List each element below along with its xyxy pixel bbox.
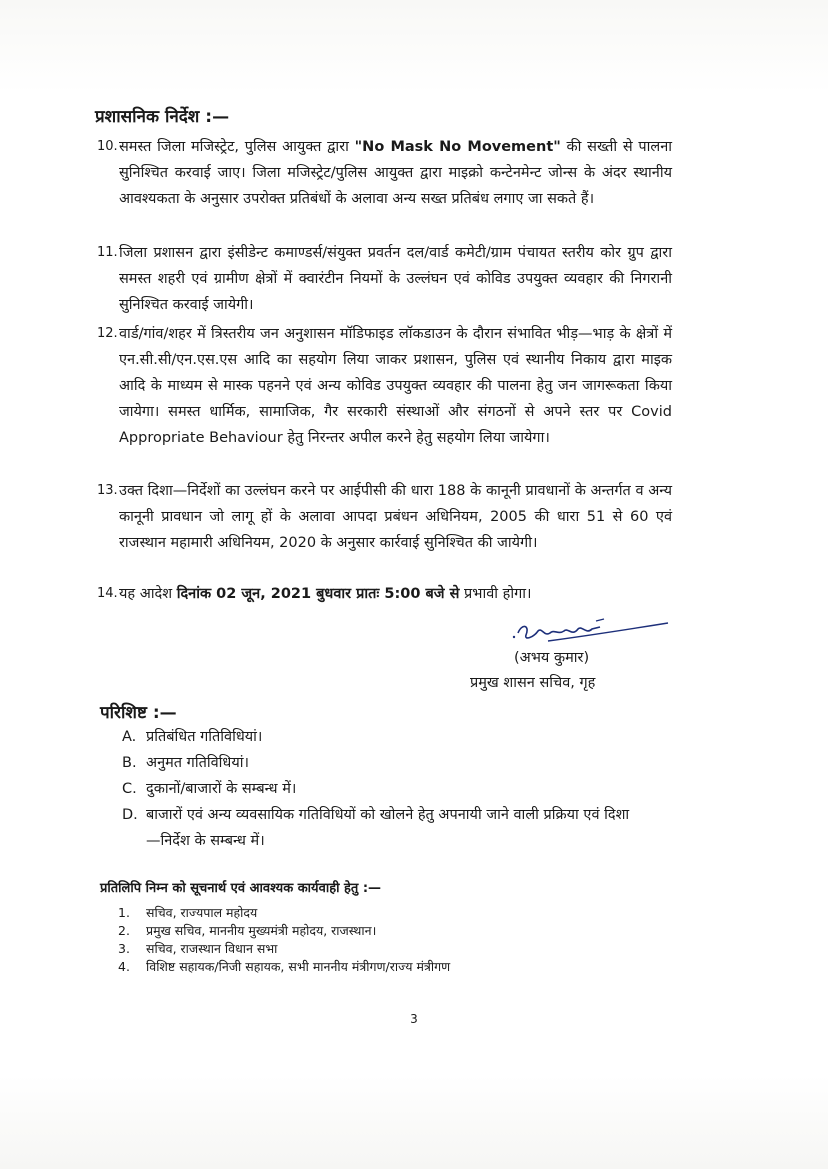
item-number: 11. [97,245,118,260]
annex-heading: परिशिष्ट :— [100,703,177,723]
item-number: 14. [97,586,118,601]
item-text: वार्ड/गांव/शहर में त्रिस्तरीय जन अनुशासन मॉडिफाइड लॉकडाउन के दौरान संभावित भीड़—भाड़ के क्षेत्रों में एन.सी.सी/एन.एस.एस आदि का सहयोग लिया जाकर प्रशासन, पुलिस एवं स्थानीय निकाय द्वारा माइक आदि के माध्यम से मास्क पहनने एवं अन्य कोविड उपयुक्त व्यवहार की पालना हेतु जन जागरूकता किया जायेगा। समस्त धार्मिक, सामाजिक, गैर सरकारी संस्थाओं और संगठनों से अपने स्तर पर Covid Appropriate Behaviour हेतु निरन्तर अपील करने हेतु सहयोग लिया जायेगा। [119,326,672,446]
copy-to-heading: प्रतिलिपि निम्न को सूचनार्थ एवं आवश्यक कार्यवाही हेतु :— [100,881,382,896]
copy-item-1: 1. सचिव, राज्यपाल महोदय [118,905,258,920]
copy-item-4: 4. विशिष्ट सहायक/निजी सहायक, सभी माननीय मंत्रीगण/राज्य मंत्रीगण [118,959,451,974]
item-number: 13. [97,483,118,498]
annex-item-b [122,750,662,776]
item-14 [97,581,672,607]
annex-letter: D. [122,807,138,823]
annex-text: प्रतिबंधित गतिविधियां। [146,729,263,745]
copy-item-3: 3. सचिव, राजस्थान विधान सभा [118,941,278,956]
annex-item-c [122,776,662,802]
annex-letter: B. [122,755,137,771]
item-12 [97,321,672,451]
signatory-name: (अभय कुमार) [514,650,590,666]
copy-item-2: 2. प्रमुख सचिव, माननीय मुख्यमंत्री महोदय, राजस्थान। [118,923,377,938]
annex-item-d [122,802,642,854]
annex-letter: C. [122,781,137,797]
annex-text: अनुमत गतिविधियां। [146,755,250,771]
annex-item-a [122,724,662,750]
item-13 [97,478,672,556]
item-number: 10. [97,139,118,154]
annex-text: बाजारों एवं अन्य व्यवसायिक गतिविधियों को खोलने हेतु अपनायी जाने वाली प्रक्रिया एवं दिशा—निर्देश के सम्बन्ध में। [146,807,630,849]
signatory-designation: प्रमुख शासन सचिव, गृह [470,675,596,691]
item-11 [97,240,672,318]
annex-text: दुकानों/बाजारों के सम्बन्ध में। [146,781,297,797]
annex-letter: A. [122,729,137,745]
signature-block [470,615,670,695]
page-number: 3 [410,1012,418,1026]
item-number: 12. [97,326,118,341]
admin-directions-heading: प्रशासनिक निर्देश :— [95,107,230,127]
item-text: उक्त दिशा—निर्देशों का उल्लंघन करने पर आईपीसी की धारा 188 के कानूनी प्रावधानों के अन्तर्गत व अन्य कानूनी प्रावधान जो लागू हों के अलावा आपदा प्रबंधन अधिनियम, 2005 की धारा 51 से 60 एवं राजस्थान महामारी अधिनियम, 2020 के अनुसार कार्रवाई सुनिश्चित की जायेगी। [119,483,672,551]
item-text: जिला प्रशासन द्वारा इंसीडेन्ट कमाण्डर्स/संयुक्त प्रवर्तन दल/वार्ड कमेटी/ग्राम पंचायत स्तरीय कोर ग्रुप द्वारा समस्त शहरी एवं ग्रामीण क्षेत्रों में क्वारंटीन नियमों के उल्लंघन एवं कोविड उपयुक्त व्यवहार की निगरानी सुनिश्चित करवाई जायेगी। [119,245,672,313]
item-10 [97,134,672,212]
item-text: समस्त जिला मजिस्ट्रेट, पुलिस आयुक्त द्वारा "No Mask No Movement" की सख्ती से पालना सुनिश्चित करवाई जाए। जिला मजिस्ट्रेट/पुलिस आयुक्त द्वारा माइक्रो कन्टेनमेन्ट जोन्स के अंदर स्थानीय आवश्यकता के अनुसार उपरोक्त प्रतिबंधों के अलावा अन्य सख्त प्रतिबंध लगाए जा सकते हैं। [119,139,673,207]
item-text: यह आदेश दिनांक 02 जून, 2021 बुधवार प्रातः 5:00 बजे से प्रभावी होगा। [119,586,532,602]
